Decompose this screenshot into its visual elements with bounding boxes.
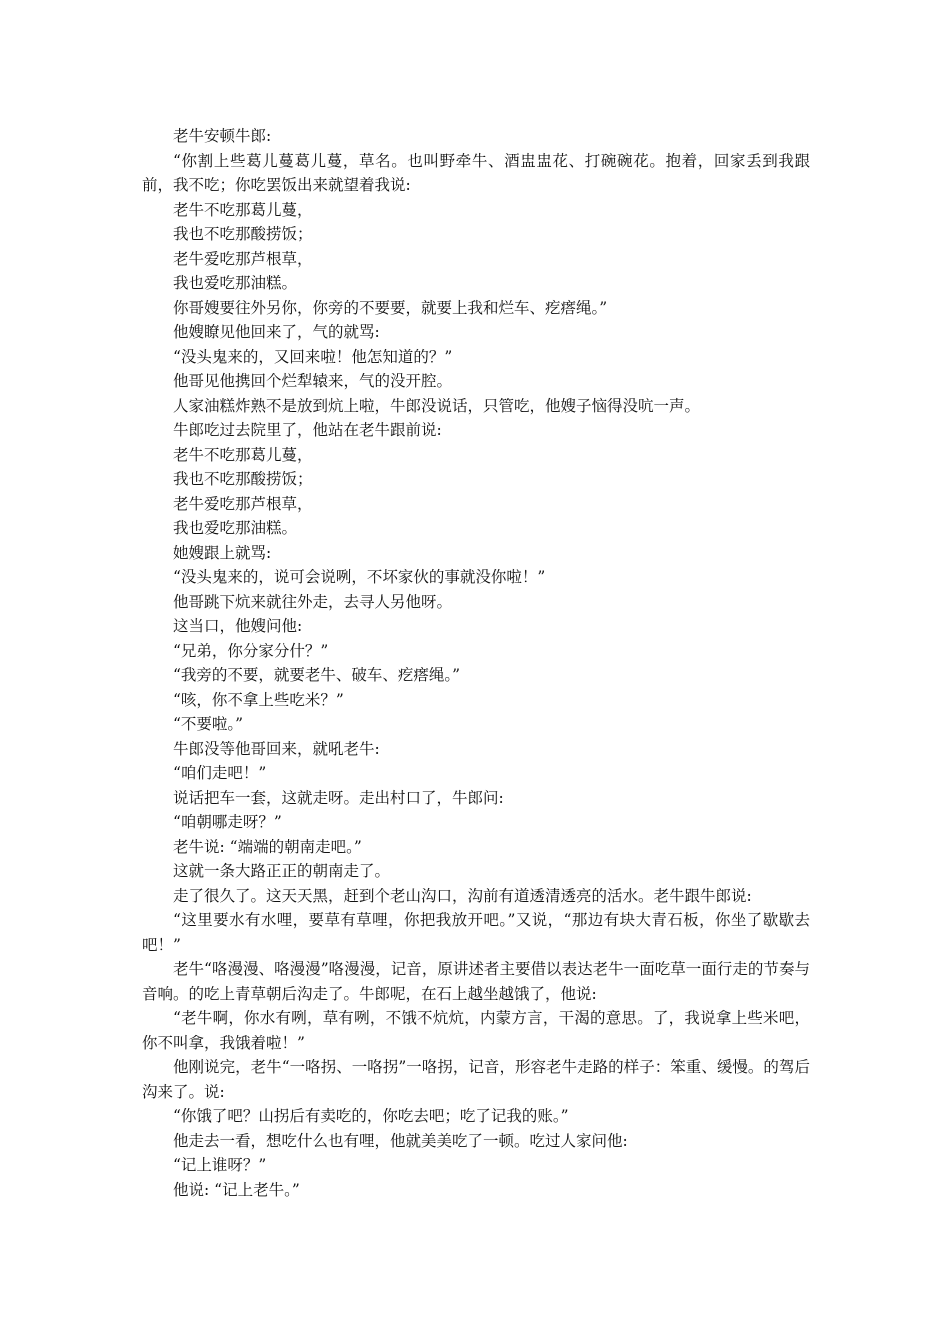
paragraph: “咱朝哪走呀？” [173, 813, 282, 831]
paragraph: “你饿了吧？山拐后有卖吃的，你吃去吧；吃了记我的账。” [173, 1107, 569, 1125]
verse-line: 老牛不吃那葛儿蔓， [173, 445, 313, 464]
paragraph: 老牛说: “端端的朝南走吧。” [173, 837, 362, 856]
paragraph: 牛郎没等他哥回来，就吼老牛: [173, 739, 380, 758]
paragraph: “没头鬼来的，又回来啦！他怎知道的？” [173, 347, 453, 366]
paragraph: 老牛“咯漫漫、咯漫漫”咯漫漫，记音，原讲述者主要借以表达老牛一面吃草一面行走的节奏与音响。的吃上青草朝后沟走了。牛郎呢，在石上越坐越饿了，他说: [142, 960, 810, 1003]
paragraph: 牛郎吃过去院里了，他站在老牛跟前说: [173, 421, 442, 439]
verse-line: 我也爱吃那油糕。 [173, 274, 298, 292]
paragraph: 走了很久了。这天天黑，赶到个老山沟口，沟前有道透清透亮的活水。老牛跟牛郎说: [173, 886, 752, 905]
verse-line: 老牛不吃那葛儿蔓， [173, 200, 313, 219]
paragraph: “你割上些葛儿蔓葛儿蔓，草名。也叫野牵牛、酒盅盅花、打碗碗花。抱着，回家丢到我跟前，我不吃；你吃罢饭出来就望着我说: [142, 151, 810, 194]
verse-line: 老牛爱吃那芦根草， [173, 494, 313, 513]
verse-line: 老牛爱吃那芦根草， [173, 249, 313, 268]
verse-line: 我也不吃那酸捞饭； [173, 225, 313, 243]
paragraph: 老牛安顿牛郎: [173, 127, 272, 145]
paragraph: “没头鬼来的，说可会说咧，不坏家伙的事就没你啦！” [173, 568, 546, 586]
paragraph: 这当口，他嫂问他: [173, 617, 303, 635]
paragraph: 说话把车一套，这就走呀。走出村口了，牛郎问: [173, 788, 504, 807]
paragraph: 这就一条大路正正的朝南走了。 [173, 862, 391, 880]
paragraph: “咱们走吧！” [173, 764, 267, 782]
paragraph: “老牛啊，你水有咧，草有咧，不饿不炕炕，内蒙方言，干渴的意思。了，我说拿上些米吧，你不叫拿，我饿着啦！” [142, 1009, 810, 1052]
paragraph: 她嫂跟上就骂: [173, 543, 272, 562]
paragraph: 他哥跳下炕来就往外走，去寻人另他呀。 [173, 592, 453, 611]
verse-line: 我也爱吃那油糕。 [173, 519, 298, 537]
paragraph: 他刚说完，老牛“一咯拐、一咯拐”一咯拐，记音，形容老牛走路的样子：笨重、缓慢。的驾后沟来了。说: [142, 1058, 810, 1101]
paragraph: “记上谁呀？” [173, 1156, 267, 1174]
paragraph: “我旁的不要，就要老牛、破车、疙瘩绳。” [173, 666, 461, 684]
paragraph: 他说: “记上老牛。” [173, 1180, 300, 1199]
paragraph: 他走去一看，想吃什么也有哩，他就美美吃了一顿。吃过人家问他: [173, 1131, 628, 1150]
paragraph: 他哥见他携回个烂犁辕来，气的没开腔。 [173, 372, 453, 390]
paragraph: 你哥嫂要往外另你，你旁的不要要，就要上我和烂车、疙瘩绳。” [173, 298, 608, 317]
paragraph: “这里要水有水哩，要草有草哩，你把我放开吧。”又说，“那边有块大青石板，你坐了歇歇去吧！” [142, 911, 810, 954]
paragraph: “不要啦。” [173, 715, 244, 733]
paragraph: “兄弟，你分家分什？” [173, 641, 329, 660]
story-text [142, 124, 810, 1202]
paragraph: 人家油糕炸熟不是放到炕上啦，牛郎没说话，只管吃，他嫂子恼得没吭一声。 [173, 396, 701, 415]
paragraph: 他嫂瞭见他回来了，气的就骂: [173, 323, 380, 341]
verse-line: 我也不吃那酸捞饭； [173, 470, 313, 488]
paragraph: “咳，你不拿上些吃米？” [173, 690, 344, 709]
